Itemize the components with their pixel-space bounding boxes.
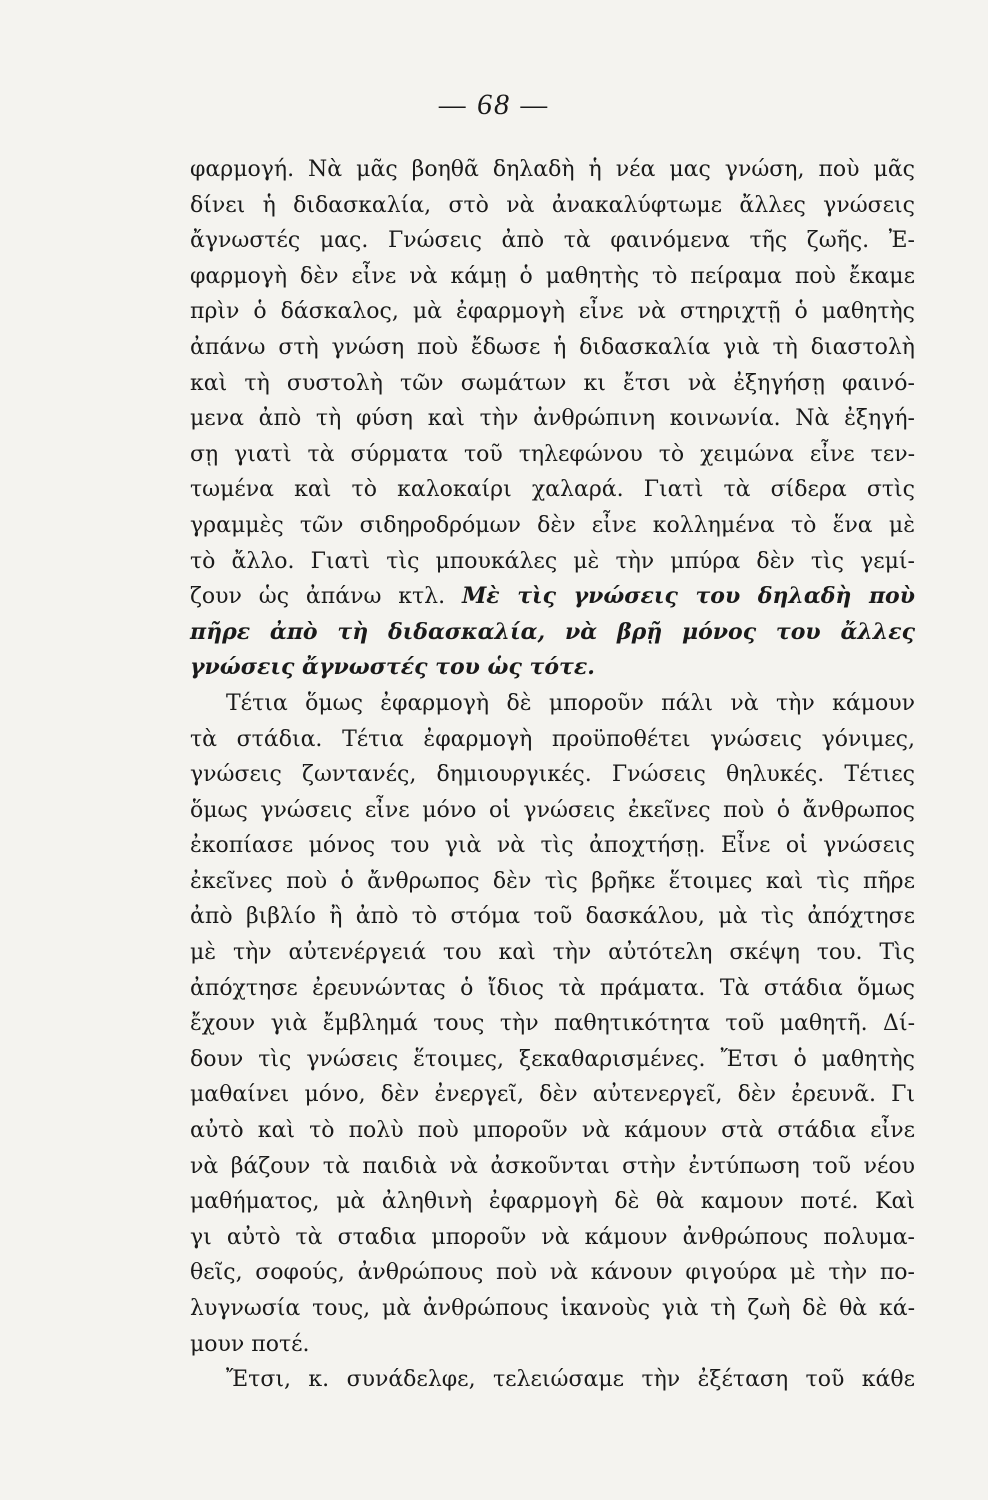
text-line: γι αὐτὸ τὰ σταδια μποροῦν νὰ κάμουν ἀνθρώπους πολυμα- <box>190 1224 915 1250</box>
text-line: δίνει ἡ διδασκαλία, στὸ νὰ ἀνακαλύφτωμε ἄλλες γνώσεις <box>190 192 915 218</box>
text-line: ζουν ὡς ἀπάνω κτλ. Μὲ τὶς γνώσεις του δηλαδὴ ποὺ <box>190 583 915 610</box>
text-line: λυγνωσία τους, μὰ ἀνθρώπους ἱκανοὺς γιὰ τὴ ζωὴ δὲ θὰ κά- <box>190 1296 915 1321</box>
text-line: θεῖς, σοφούς, ἀνθρώπους ποὺ νὰ κάνουν φιγούρα μὲ τὴν πο- <box>190 1260 915 1286</box>
text-line: μενα ἀπὸ τὴ φύση καὶ τὴν ἀνθρώπινη κοινωνία. Νὰ ἐξηγή- <box>190 406 915 432</box>
emphasis-text: γνώσεις ἄγνωστές του ὡς τότε. <box>190 654 595 681</box>
text-line: νὰ βάζουν τὰ παιδιὰ νὰ ἀσκοῦνται στὴν ἐντύπωση τοῦ νέου <box>190 1153 915 1179</box>
text-line: γνώσεις ζωντανές, δημιουργικές. Γνώσεις θηλυκές. Τέτιες <box>190 762 915 788</box>
body-text <box>190 152 915 1398</box>
page-number: — 68 — <box>438 88 550 121</box>
text-line: ὅμως γνώσεις εἶνε μόνο οἱ γνώσεις ἐκεῖνες ποὺ ὁ ἄνθρωπος <box>190 797 915 823</box>
text-line: πρὶν ὁ δάσκαλος, μὰ ἐφαρμογὴ εἶνε νὰ στηριχτῇ ὁ μαθητὴς <box>190 299 915 325</box>
text-line: αὐτὸ καὶ τὸ πολὺ ποὺ μποροῦν νὰ κάμουν στὰ στάδια εἶνε <box>190 1118 915 1144</box>
text-line: τὸ ἄλλο. Γιατὶ τὶς μπουκάλες μὲ τὴν μπύρα δὲν τὶς γεμί- <box>190 548 915 574</box>
emphasis-text: Μὲ τὶς γνώσεις του δηλαδὴ ποὺ <box>461 583 915 610</box>
text-line: σῃ γιατὶ τὰ σύρματα τοῦ τηλεφώνου τὸ χειμώνα εἶνε τεν- <box>190 441 915 467</box>
text-line: ἄγνωστές μας. Γνώσεις ἀπὸ τὰ φαινόμενα τῆς ζωῆς. Ἐ- <box>190 228 915 254</box>
emphasis-text: πῆρε ἀπὸ τὴ διδασκαλία, νὰ βρῇ μόνος του ἄλλες <box>190 618 915 645</box>
text-line <box>190 650 915 686</box>
text-line: ἐκεῖνες ποὺ ὁ ἄνθρωπος δὲν τὶς βρῆκε ἕτοιμες καὶ τὶς πῆρε <box>190 868 915 894</box>
text-line: τὰ στάδια. Τέτια ἐφαρμογὴ προϋποθέτει γνώσεις γόνιμες, <box>190 726 915 752</box>
text-line: δουν τὶς γνώσεις ἕτοιμες, ξεκαθαρισμένες. Ἔτσι ὁ μαθητὴς <box>190 1046 915 1072</box>
text-line: ἐκοπίασε μόνος του γιὰ νὰ τὶς ἀποχτήσῃ. Εἶνε οἱ γνώσεις <box>190 833 915 859</box>
text-line: τωμένα καὶ τὸ καλοκαίρι χαλαρά. Γιατὶ τὰ σίδερα στὶς <box>190 477 915 503</box>
text-line: μαθαίνει μόνο, δὲν ἐνεργεῖ, δὲν αὐτενεργεῖ, δὲν ἐρευνᾶ. Γι <box>190 1082 915 1108</box>
text-line: μαθήματος, μὰ ἀληθινὴ ἐφαρμογὴ δὲ θὰ καμουν ποτέ. Καὶ <box>190 1189 915 1215</box>
text-line: γραμμὲς τῶν σιδηροδρόμων δὲν εἶνε κολλημένα τὸ ἕνα μὲ <box>190 512 915 538</box>
text-line: καὶ τὴ συστολὴ τῶν σωμάτων κι ἔτσι νὰ ἐξηγήσῃ φαινό- <box>190 370 915 396</box>
text-line: μὲ τὴν αὐτενέργειά του καὶ τὴν αὐτότελη σκέψη του. Τὶς <box>190 940 915 966</box>
text-line: φαρμογή. Νὰ μᾶς βοηθᾶ δηλαδὴ ἡ νέα μας γνώση, ποὺ μᾶς <box>190 157 915 182</box>
text-line: φαρμογὴ δὲν εἶνε νὰ κάμῃ ὁ μαθητὴς τὸ πείραμα ποὺ ἔκαμε <box>190 263 915 289</box>
text-line <box>190 615 915 651</box>
paragraph-start-line: Ἔτσι, κ. συνάδελφε, τελειώσαμε τὴν ἐξέταση τοῦ κάθε <box>226 1367 915 1393</box>
text-line: ἔχουν γιὰ ἔμβλημά τους τὴν παθητικότητα τοῦ μαθητῆ. Δί- <box>190 1011 915 1037</box>
text-line: μουν ποτέ. <box>190 1331 310 1357</box>
text-line: ἀπάνω στὴ γνώση ποὺ ἔδωσε ἡ διδασκαλία γιὰ τὴ διαστολὴ <box>190 334 915 360</box>
text-line: ἀπόχτησε ἐρευνώντας ὁ ἴδιος τὰ πράματα. Τὰ στάδια ὅμως <box>190 975 915 1001</box>
text-line: ἀπὸ βιβλίο ἢ ἀπὸ τὸ στόμα τοῦ δασκάλου, μὰ τὶς ἀπόχτησε <box>190 904 915 930</box>
paragraph-start-line: Τέτια ὅμως ἐφαρμογὴ δὲ μποροῦν πάλι νὰ τὴν κάμουν <box>226 690 915 716</box>
